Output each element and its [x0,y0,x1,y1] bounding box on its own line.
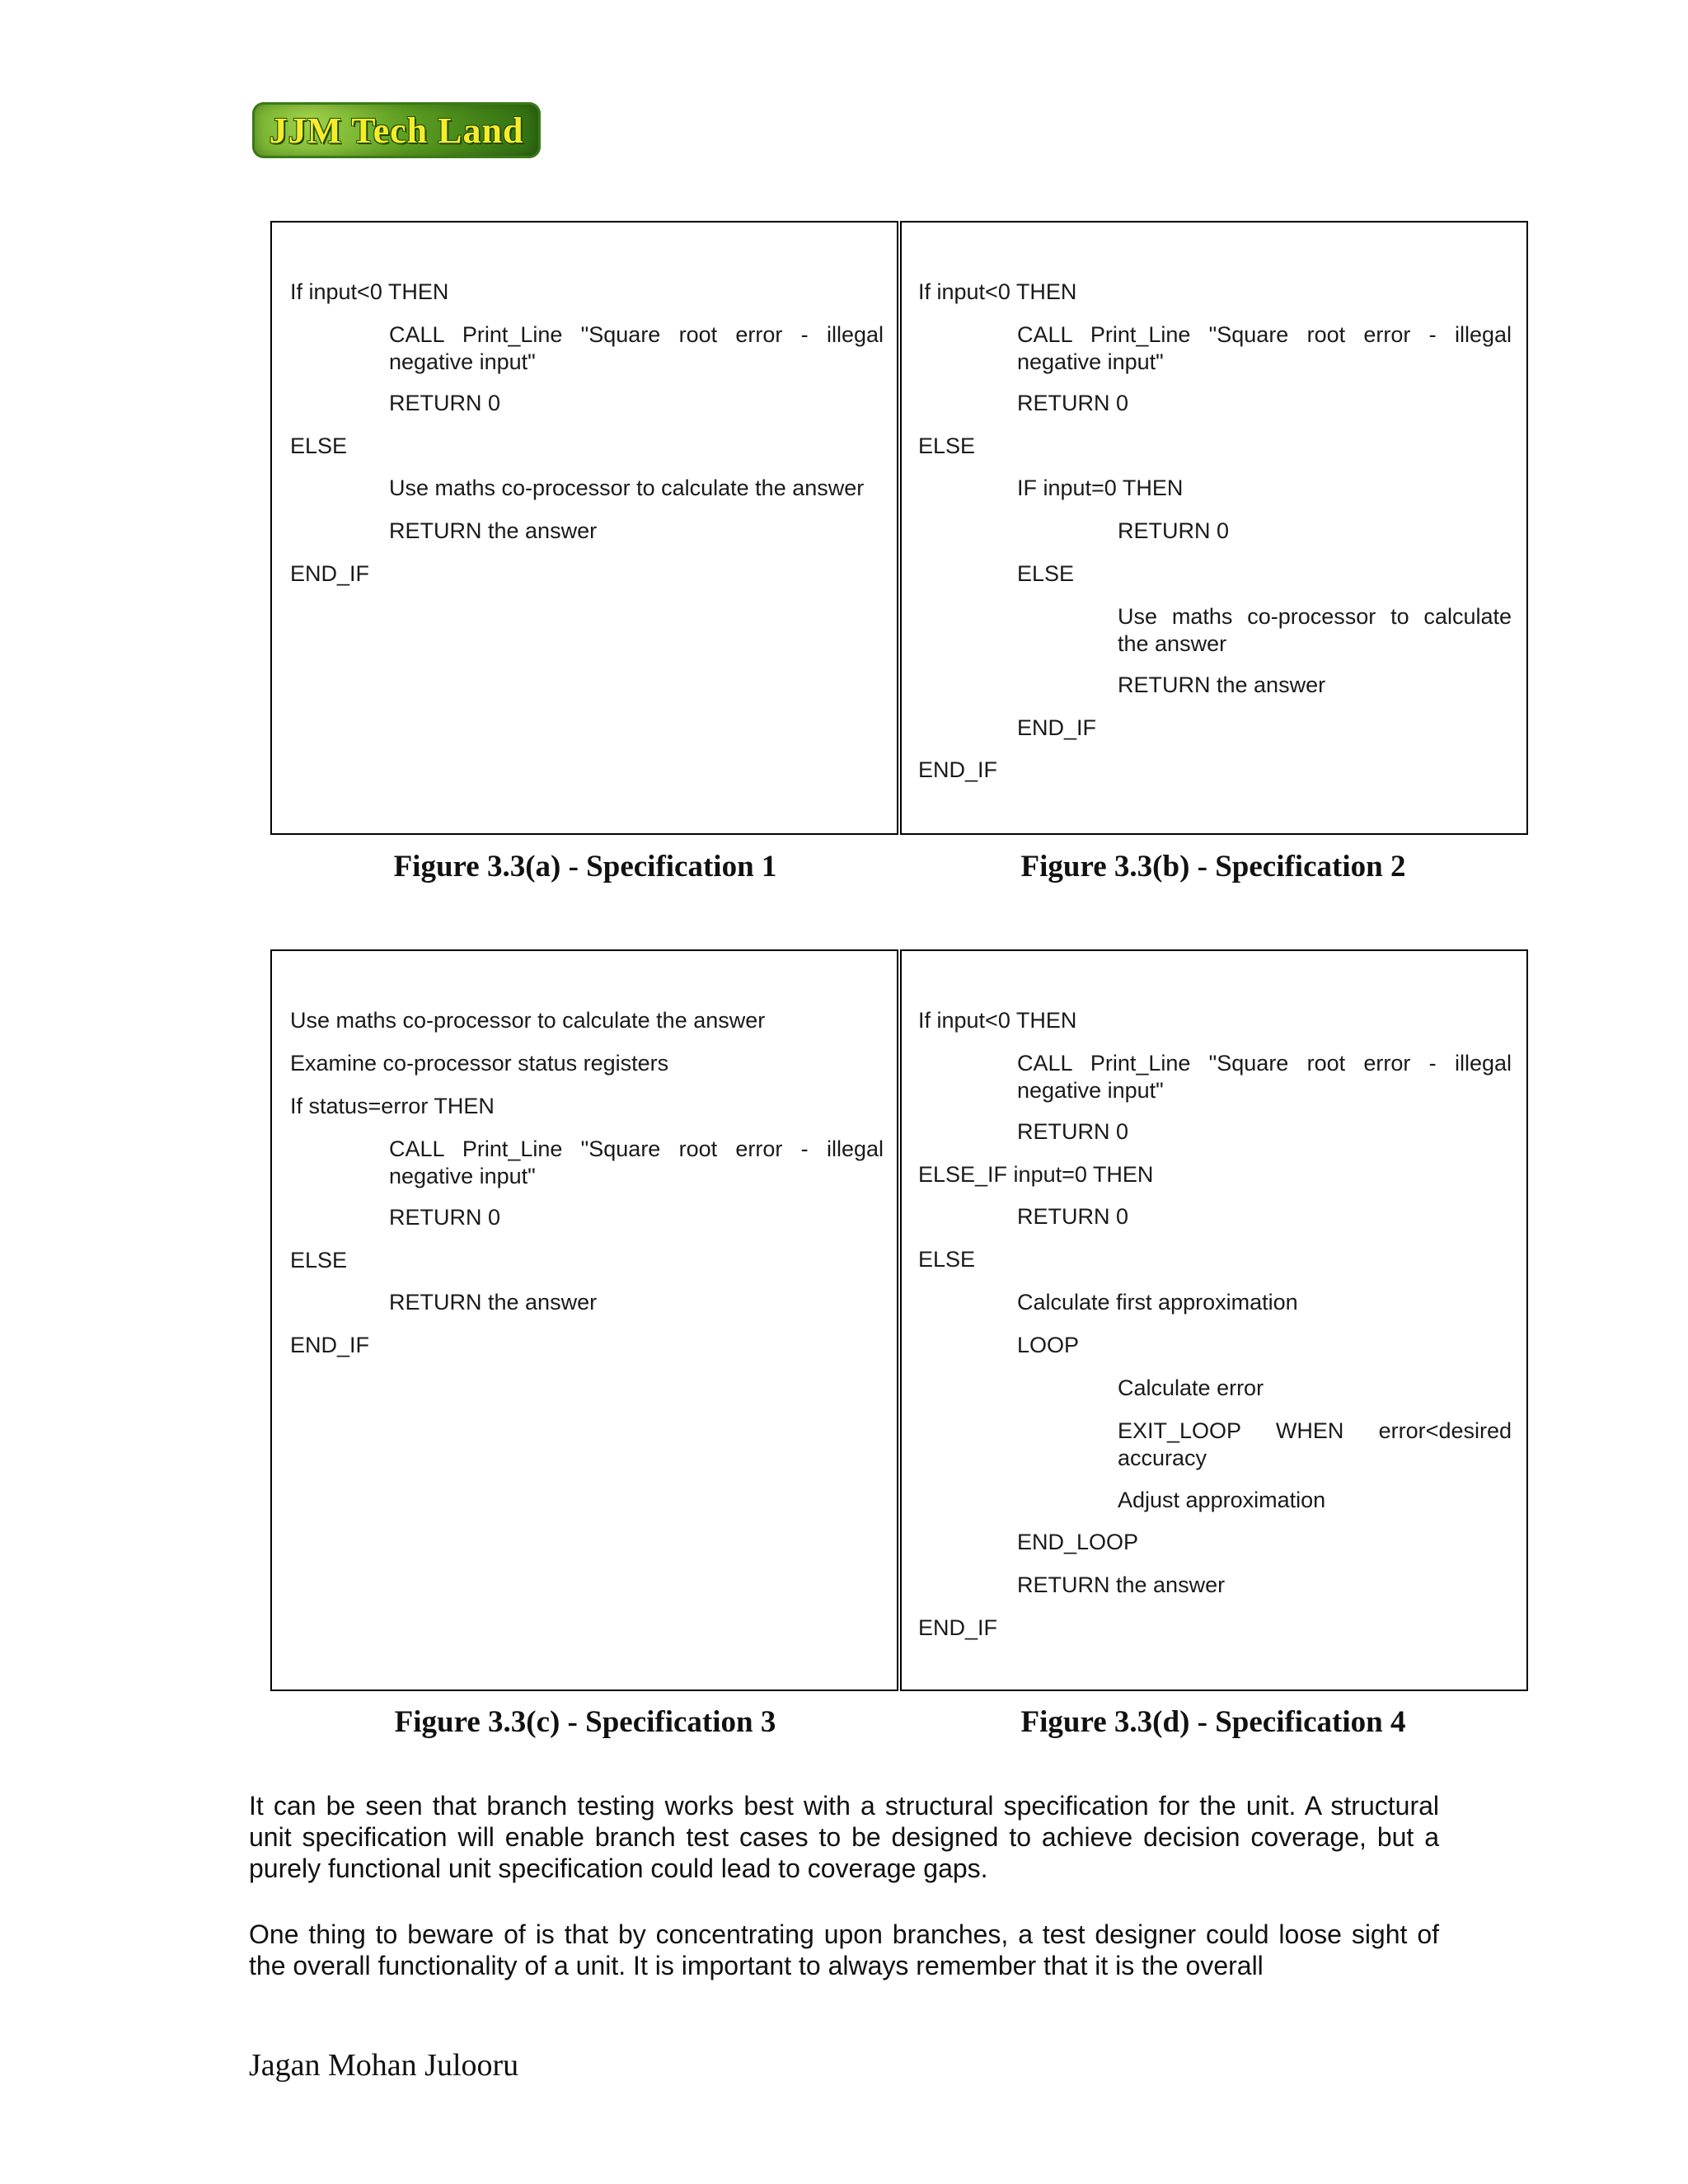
code-line: RETURN 0 [1017,1119,1129,1144]
code-line: Use maths co-processor to calculate the answer [389,476,865,500]
figure-b-caption: Figure 3.3(b) - Specification 2 [1020,850,1406,883]
code-line: END_IF [918,1615,998,1640]
code-line: RETURN 0 [1118,518,1230,543]
code-line: END_LOOP [1017,1530,1139,1554]
code-line: RETURN 0 [389,391,501,415]
code-line: ELSE_IF input=0 THEN [918,1162,1154,1187]
code-line: END_IF [290,1333,370,1357]
code-line: Use maths co-processor to calculate the answer [1118,604,1512,656]
figure-d-caption: Figure 3.3(d) - Specification 4 [1020,1705,1406,1739]
code-line: RETURN the answer [389,1290,598,1315]
code-line: Examine co-processor status registers [290,1051,669,1076]
body-paragraph: One thing to beware of is that by concentrating upon branches, a test designer could loose sight of the overall functionality of a unit. It is important to always remember that it is the overall [249,1919,1439,1980]
code-line: END_IF [290,561,370,586]
code-line: ELSE [918,434,976,458]
code-line: RETURN 0 [1017,1204,1129,1229]
code-line: END_IF [918,757,998,782]
code-line: RETURN the answer [1118,673,1326,697]
code-line: Calculate error [1118,1376,1264,1400]
figure-a-caption: Figure 3.3(a) - Specification 1 [393,850,777,883]
code-line: IF input=0 THEN [1017,476,1184,500]
code-line: If input<0 THEN [290,279,449,304]
code-line: LOOP [1017,1333,1080,1357]
code-line: CALL Print_Line "Square root error - illegal negative input" [389,1137,884,1188]
code-line: Use maths co-processor to calculate the answer [290,1008,766,1033]
code-line: EXIT_LOOP WHEN error<desired accuracy [1118,1418,1512,1470]
code-line: RETURN the answer [1017,1572,1226,1597]
figure-b-box [900,221,1528,835]
code-line: Adjust approximation [1118,1488,1326,1512]
code-line: ELSE [918,1247,976,1272]
code-line: If status=error THEN [290,1094,495,1118]
figure-c-caption: Figure 3.3(c) - Specification 3 [394,1705,776,1739]
body-paragraph: It can be seen that branch testing works best with a structural specification for the unit. A structural unit specification will enable branch test cases to be designed to achieve decision coverage, but a purely functional unit specification could lead to coverage gaps. [249,1791,1439,1883]
code-line: If input<0 THEN [918,1008,1077,1033]
code-line: Calculate first approximation [1017,1290,1298,1315]
logo-text: JJM Tech Land [269,110,524,151]
code-line: ELSE [290,434,348,458]
code-line: CALL Print_Line "Square root error - illegal negative input" [389,322,884,374]
figure-d-box [900,949,1528,1691]
code-line: RETURN 0 [1017,391,1129,415]
footer-author: Jagan Mohan Julooru [249,2048,519,2083]
code-line: ELSE [290,1248,348,1272]
code-line: CALL Print_Line "Square root error - illegal negative input" [1017,322,1512,374]
code-line: RETURN the answer [389,518,598,543]
code-line: ELSE [1017,561,1075,586]
code-line: RETURN 0 [389,1205,501,1230]
code-line: If input<0 THEN [918,279,1077,304]
figure-a-box [270,221,898,835]
figure-c-box [270,949,898,1691]
code-line: CALL Print_Line "Square root error - illegal negative input" [1017,1051,1512,1103]
site-logo [252,102,541,158]
code-line: END_IF [1017,715,1097,740]
